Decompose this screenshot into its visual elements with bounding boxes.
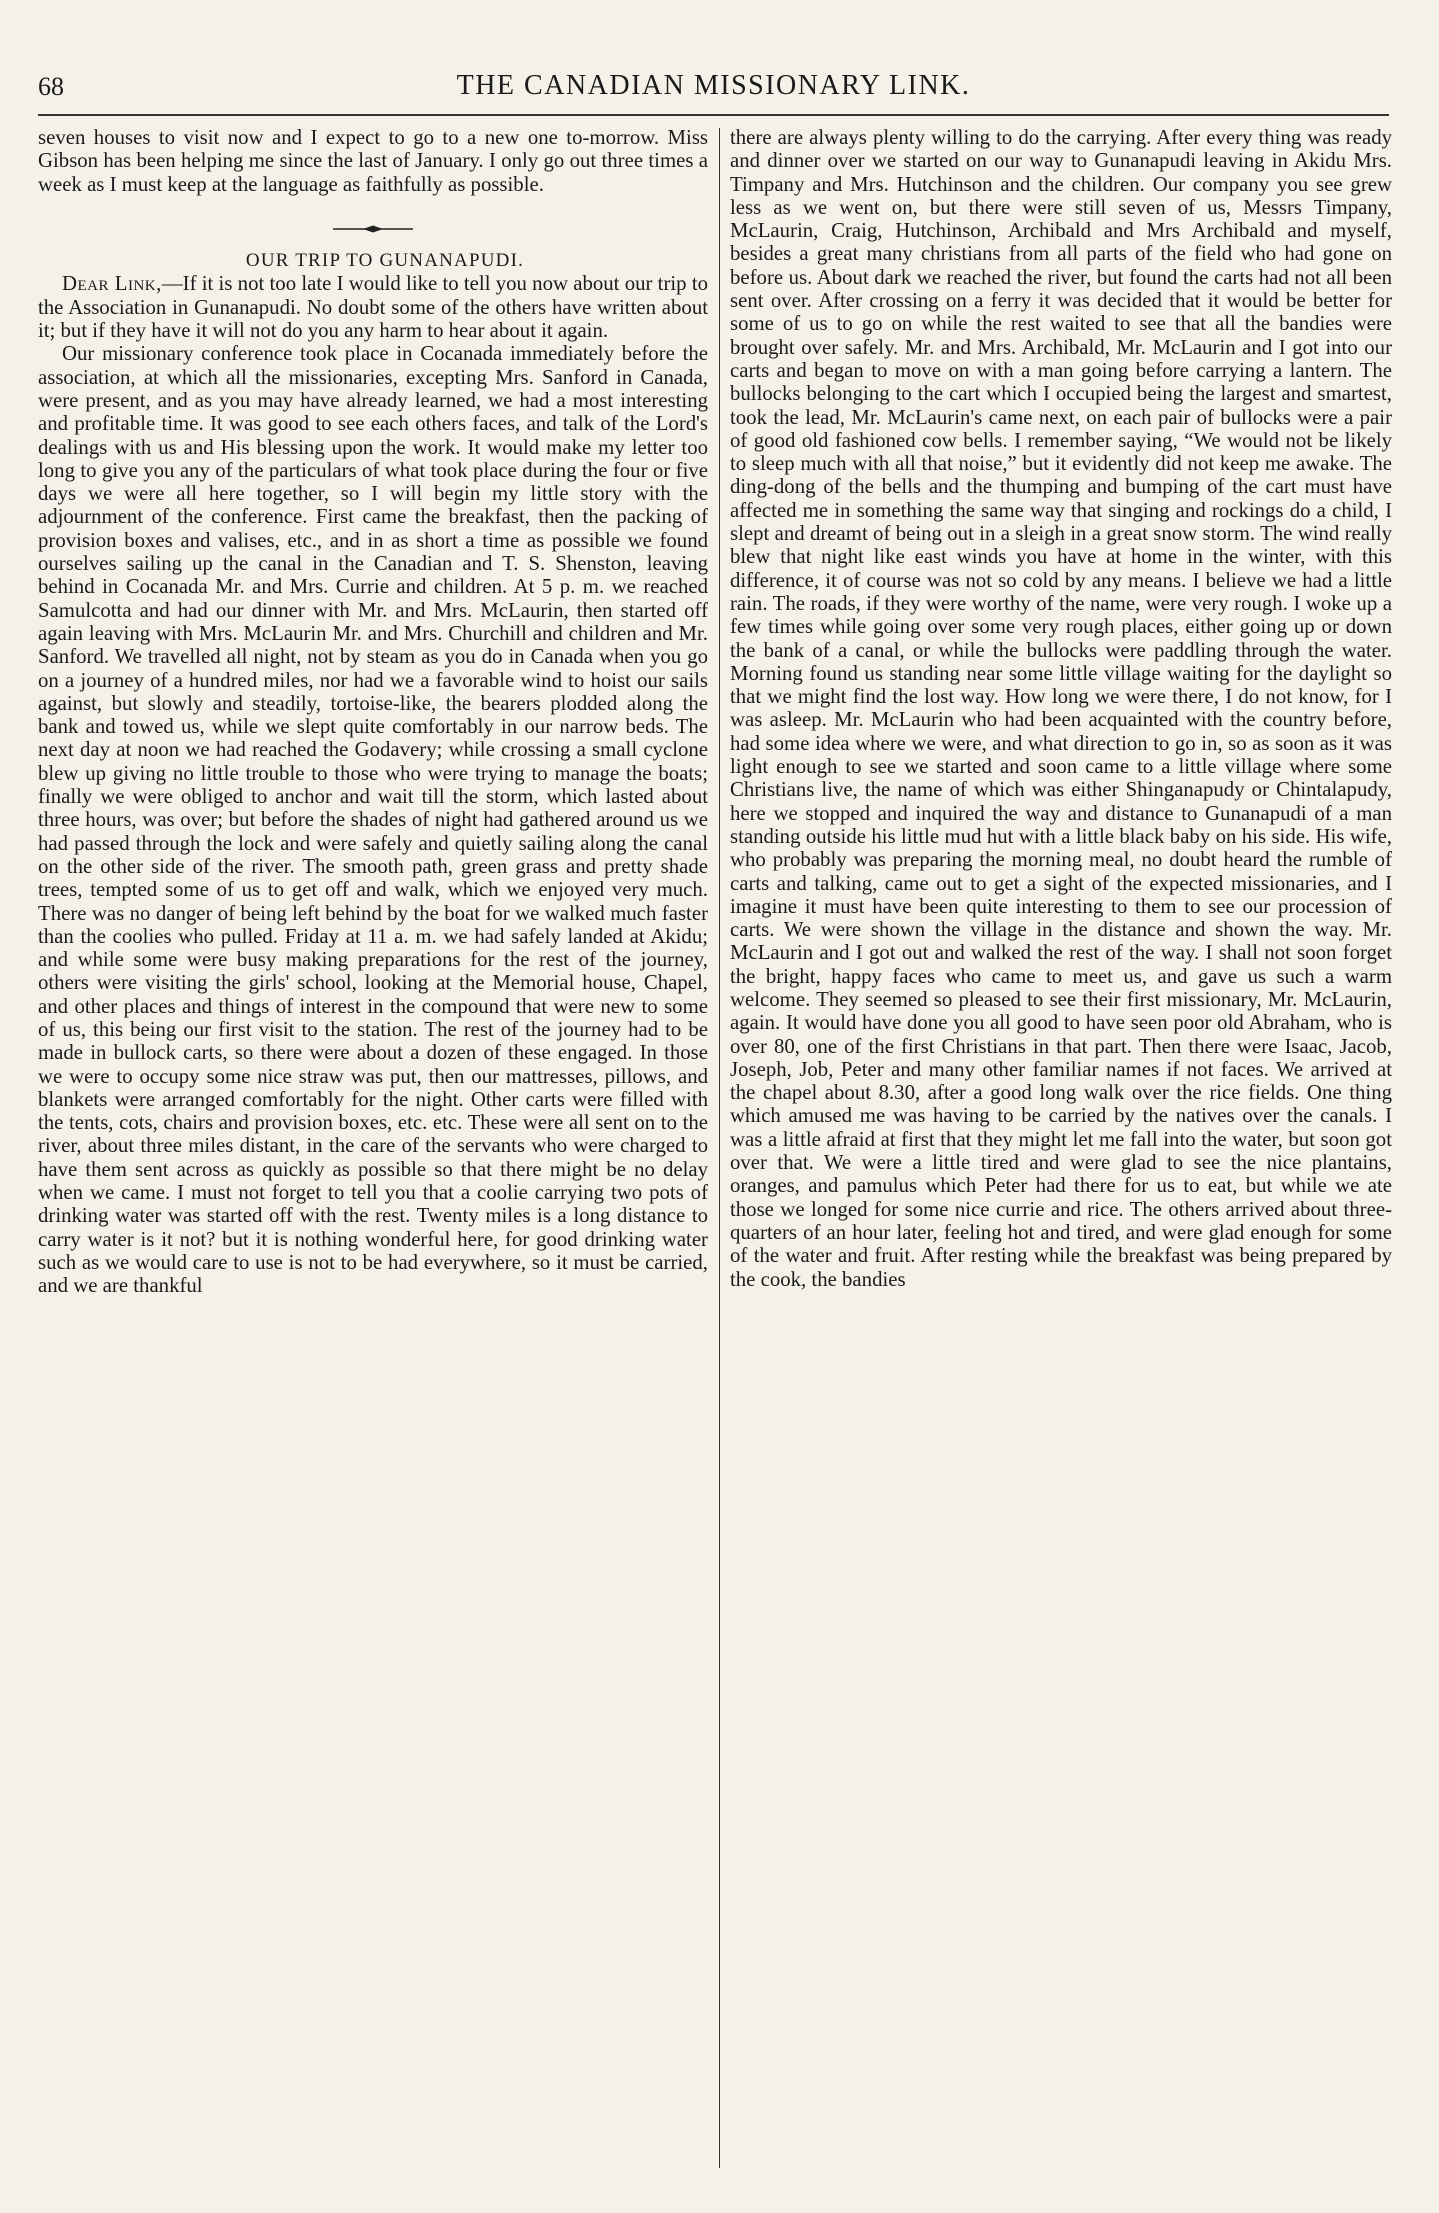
running-title: THE CANADIAN MISSIONARY LINK. [456, 70, 971, 101]
section-divider [38, 216, 708, 239]
body-paragraph-1: —If it is not too late I would like to tell you now about our trip to the Association in Gunanapudi. No doubt some of the others have written about it; but if they have it will not do you any harm to hear about it again. [38, 272, 708, 343]
page-header [38, 68, 1389, 110]
left-column [38, 126, 708, 2171]
letter-body-intro [38, 272, 708, 342]
page-number: 68 [38, 72, 64, 101]
column-rule [719, 128, 720, 2168]
right-column [730, 126, 1392, 2171]
section-heading: OUR TRIP TO GUNANAPUDI. [245, 250, 525, 272]
body-paragraph-2-continued: there are always plenty willing to do the carrying. After every thing was ready and dinner over we started on our way to Gunanapudi leaving in Akidu Mrs. Timpany and Mrs. Hutchinson and the children. Our company you see grew less as we went on, but there were still seven of us, Messrs Timpany, McLaurin, Craig, Hutchinson, Archibald and Mrs Archibald and myself, besides a great many christians from all parts of the field who had gone on before us. About dark we reached the river, but found the carts had not all been sent over. After crossing on a ferry it was decided that it would be better for some of us to go on while the rest waited to see that all the bandies were brought over safely. Mr. and Mrs. Archibald, Mr. McLaurin and I got into our carts and began to move on with a man going before carrying a lantern. The bullocks belonging to the cart which I occupied being the largest and smartest, took the lead, Mr. McLaurin's came next, on each pair of bullocks were a pair of good old fashioned cow bells. I remember saying, “We would not be likely to sleep much with all that noise,” but it evidently did not keep me awake. The ding-dong of the bells and the thumping and bumping of the cart must have affected me in something the same way that singing and rockings do a child, I slept and dreamt of being out in a sleigh in a great snow storm. The wind really blew that night like east winds you have at home in the winter, with this difference, it of course was not so cold by any means. I believe we had a little rain. The roads, if they were worthy of the name, were very rough. I woke up a few times while going over some very rough places, either going up or down the bank of a canal, or while the bullocks were paddling through the water. Morning found us standing near some little village waiting for the daylight so that we might find the lost way. How long we were there, I do not know, for I was asleep. Mr. McLaurin who had been acquainted with the country before, had some idea where we were, and what direction to go in, so as soon as it was light enough to see we started and soon came to a little village where some Christians live, the name of which was either Shinganapudy or Chintalapudy, here we stopped and inquired the way and distance to Gunanapudi of a man standing outside his little mud hut with a little black baby on his side. His wife, who probably was preparing the morning meal, no doubt heard the rumble of carts and talking, came out to get a sight of the expected missionaries, and I imagine it must have been quite interesting to them to see our procession of carts. We were shown the village in the distance and shown the way. Mr. McLaurin and I got out and walked the rest of the way. I shall not soon forget the bright, happy faces who came to meet us, and gave us such a warm welcome. They seemed so pleased to see their first missionary, Mr. McLaurin, again. It would have done you all good to have seen poor old Abraham, who is over 80, one of the first Christians in that part. Then there were Isaac, Jacob, Joseph, Job, Peter and many other familiar names if not faces. We arrived at the chapel about 8.30, after a good long walk over the rice fields. One thing which amused me was having to be carried by the natives over the canals. I was a little afraid at first that they might let me fall into the water, but soon got over that. We were a little tired and were glad to see the nice plantains, oranges, and pamulus which Peter had there for us to eat, but while we ate those we longed for some nice currie and rice. The others arrived about three-quarters of an hour later, feeling hot and tired, and were glad enough for some of the water and fruit. After resting while the breakfast was being prepared by the cook, the bandies [730, 126, 1392, 1291]
body-paragraph-2: Our missionary conference took place in Cocanada immediately before the association, at which all the missionaries, excepting Mrs. Sanford in Canada, were present, and as you may have already learned, we had a most interesting and profitable time. It was good to see each others faces, and talk of the Lord's dealings with us and His blessing upon the work. It would make my letter too long to give you any of the particulars of what took place during the four or five days we were all here together, so I will begin my little story with the adjournment of the conference. First came the breakfast, then the packing of provision boxes and valises, etc., and in as short a time as possible we found ourselves sailing up the canal in the Canadian and T. S. Shenston, leaving behind in Cocanada Mr. and Mrs. Currie and children. At 5 p. m. we reached Samulcotta and had our dinner with Mr. and Mrs. McLaurin, then started off again leaving with Mrs. McLaurin Mr. and Mrs. Churchill and children and Mr. Sanford. We travelled all night, not by steam as you do in Canada when you go on a journey of a hundred miles, nor had we a favorable wind to hoist our sails against, but slowly and steadily, tortoise-like, the bearers plodded along the bank and towed us, while we slept quite comfortably in our narrow beds. The next day at noon we had reached the Godavery; while crossing a small cyclone blew up giving no little trouble to those who were trying to manage the boats; finally we were obliged to anchor and wait till the storm, which lasted about three hours, was over; but before the shades of night had gathered around us we had passed through the lock and were safely and quietly sailing along the canal on the other side of the river. The smooth path, green grass and pretty shade trees, tempted some of us to get off and walk, which we enjoyed very much. There was no danger of being left behind by the boat for we walked much faster than the coolies who pulled. Friday at 11 a. m. we had safely landed at Akidu; and while some were busy making preparations for the rest of the journey, others were visiting the girls' school, looking at the Memorial house, Chapel, and other places and things of interest in the compound that were new to some of us, this being our first visit to the station. The rest of the journey had to be made in bullock carts, so there were about a dozen of these engaged. In those we were to occupy some nice straw was put, then our mattresses, pillows, and blankets were arranged comfortably for the night. Other carts were filled with the tents, cots, chairs and provision boxes, etc. etc. These were all sent on to the river, about three miles distant, in the care of the servants who were charged to have them sent across as quickly as possible so that there might be no delay when we came. I must not forget to tell you that a coolie carrying two pots of drinking water was started off with the rest. Twenty miles is a long distance to carry water is it not? but it is nothing wonderful here, for good drinking water such as we would care to use is not to be had everywhere, so it must be carried, and we are thankful [38, 342, 708, 1298]
opening-paragraph: seven houses to visit now and I expect to go to a new one to-morrow. Miss Gibson has been helping me since the last of January. I only go out three times a week as I must keep at the language as faithfully as possible. [38, 126, 708, 196]
header-rule [38, 114, 1389, 116]
ornament-rule-icon [333, 224, 413, 234]
salutation: Dear Link, [62, 272, 162, 296]
